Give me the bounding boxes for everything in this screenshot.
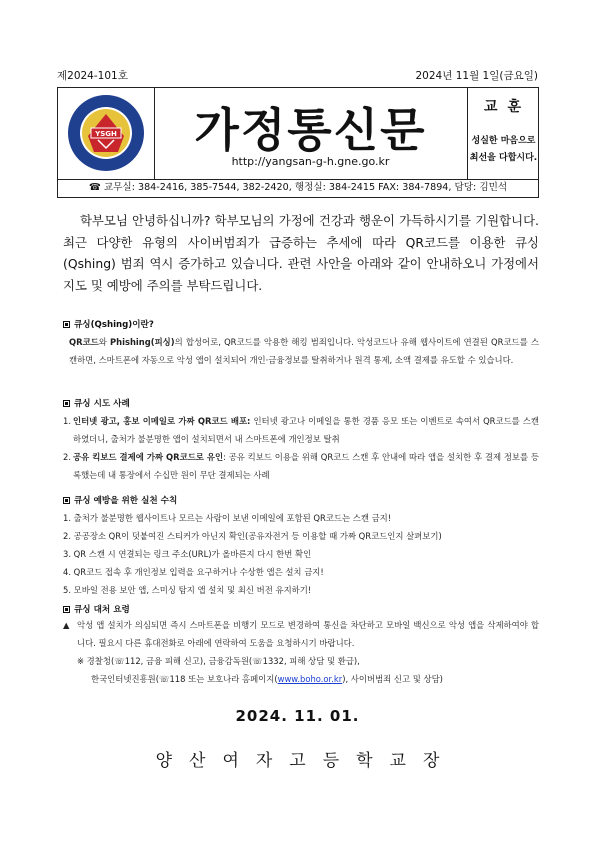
page-title: 가정통신문	[194, 103, 427, 157]
school-signature: 양산여자고등학교장	[155, 751, 457, 771]
motto-line-1: 성실한 마음으로	[471, 136, 536, 146]
section-title: 큐싱(Qshing)이란?	[63, 318, 539, 330]
contact-note-1: ※ 경찰청(☏112, 금융 피해 신고), 금융감독원(☏1332, 피해 상담 및 환급),	[77, 656, 360, 666]
square-bullet-icon	[63, 400, 70, 407]
motto-line-2: 최선을 다합시다.	[469, 153, 538, 163]
contact-note-2: 한국인터넷진흥원(☏118 또는 보호나라 홈페이지(www.boho.or.kr), 사이버범죄 신고 및 상담)	[91, 674, 443, 684]
square-bullet-icon	[63, 321, 70, 328]
list-item: 3. QR 스캔 시 연결되는 링크 주소(URL)가 올바른지 다시 한번 확인	[63, 549, 312, 559]
document-number: 제2024-101호	[57, 70, 128, 82]
section-body: QR코드와 Phishing(피싱)의 합성어로, QR코드를 악용한 해킹 범죄입니다. 악성코드나 유해 웹사이트에 연결된 QR코드를 스캔하면, 스마트폰에 자동으로 악성 앱이 설치되어 개인·금융정보를 탈취하거나 원격 통제, 소액 결제를 유도할 수 있습니다.	[69, 337, 539, 365]
square-bullet-icon	[63, 606, 70, 613]
section-title: 큐싱 시도 사례	[63, 397, 539, 409]
contact-info	[58, 179, 538, 197]
intro-text: 학부모님 안녕하십니까? 학부모님의 가정에 건강과 행운이 가득하시기를 기원합니다. 최근 다양한 유형의 사이버범죄가 급증하는 추세에 따라 QR코드를 이용한 큐싱(Qshing) 범죄 역시 증가하고 있습니다. 관련 사안을 아래와 같이 안내하오니 가정에서 지도 및 예방에 주의를 부탁드립니다.	[63, 213, 539, 293]
document-date: 2024년 11월 1일(금요일)	[415, 70, 538, 82]
list-item: 1. 인터넷 광고, 홍보 이메일로 가짜 QR코드 배포: 인터넷 광고나 이메일을 통한 경품 응모 또는 이벤트로 속여서 QR코드를 스캔하였더니, 출처가 불분명한 앱이 설치되면서 내 스마트폰에 개인정보 탈취	[63, 416, 539, 444]
logo-center-text: YSGH	[95, 130, 117, 138]
school-logo	[58, 88, 155, 179]
list-item: 2. 공유 킥보드 결제에 가짜 QR코드로 유인: 공유 킥보드 이용을 위해 QR코드 스캔 후 안내에 따라 앱을 설치한 후 결제 정보를 등록했는데 내 통장에서 수십만 원이 무단 결제되는 사례	[63, 452, 539, 480]
section-rules	[63, 494, 539, 599]
letterhead	[57, 87, 539, 198]
list-item: 4. QR코드 접속 후 개인정보 입력을 요구하거나 수상한 앱은 설치 금지!	[63, 567, 324, 577]
response-text: ▲ 악성 앱 설치가 의심되면 즉시 스마트폰을 비행기 모드로 변경하여 통신을 차단하고 모바일 백신으로 악성 앱을 삭제하여야 합니다. 필요시 다른 휴대전화로 아래에 연락하여 도움을 요청하시기 바랍니다.	[63, 616, 539, 652]
motto-title: 교훈	[483, 99, 532, 115]
section-what	[63, 318, 539, 369]
boho-link[interactable]: www.boho.or.kr	[277, 674, 343, 684]
triangle-icon: ▲	[63, 620, 70, 630]
list-item: 1. 출처가 불분명한 웹사이트나 모르는 사람이 보낸 이메일에 포함된 QR코드는 스캔 금지!	[63, 513, 392, 523]
school-emblem-icon	[66, 92, 146, 174]
contact-text: 교무실: 384-2416, 385-7544, 382-2420, 행정실: 384-2415 FAX: 384-7894, 담당: 김민석	[103, 182, 508, 193]
square-bullet-icon	[63, 497, 70, 504]
list-item: 2. 공공장소 QR이 덧붙여진 스티커가 아닌지 확인(공유자전거 등 이용할 때 가짜 QR코드인지 살펴보기)	[63, 531, 442, 541]
list-item: 5. 모바일 전용 보안 앱, 스미싱 탐지 앱 설치 및 최신 버전 유지하기!	[63, 585, 312, 595]
phone-icon: ☎	[88, 182, 101, 193]
title-area	[154, 88, 467, 179]
footer-date: 2024. 11. 01.	[235, 707, 360, 725]
intro-paragraph	[63, 210, 539, 296]
letterhead-top-row	[58, 88, 538, 180]
school-url[interactable]: http://yangsan-g-h.gne.go.kr	[231, 155, 390, 168]
section-title: 큐싱 예방을 위한 실천 수칙	[63, 494, 539, 506]
section-title: 큐싱 대처 요령	[63, 603, 539, 615]
section-response	[63, 603, 539, 688]
school-motto	[467, 88, 539, 179]
section-cases	[63, 397, 539, 484]
